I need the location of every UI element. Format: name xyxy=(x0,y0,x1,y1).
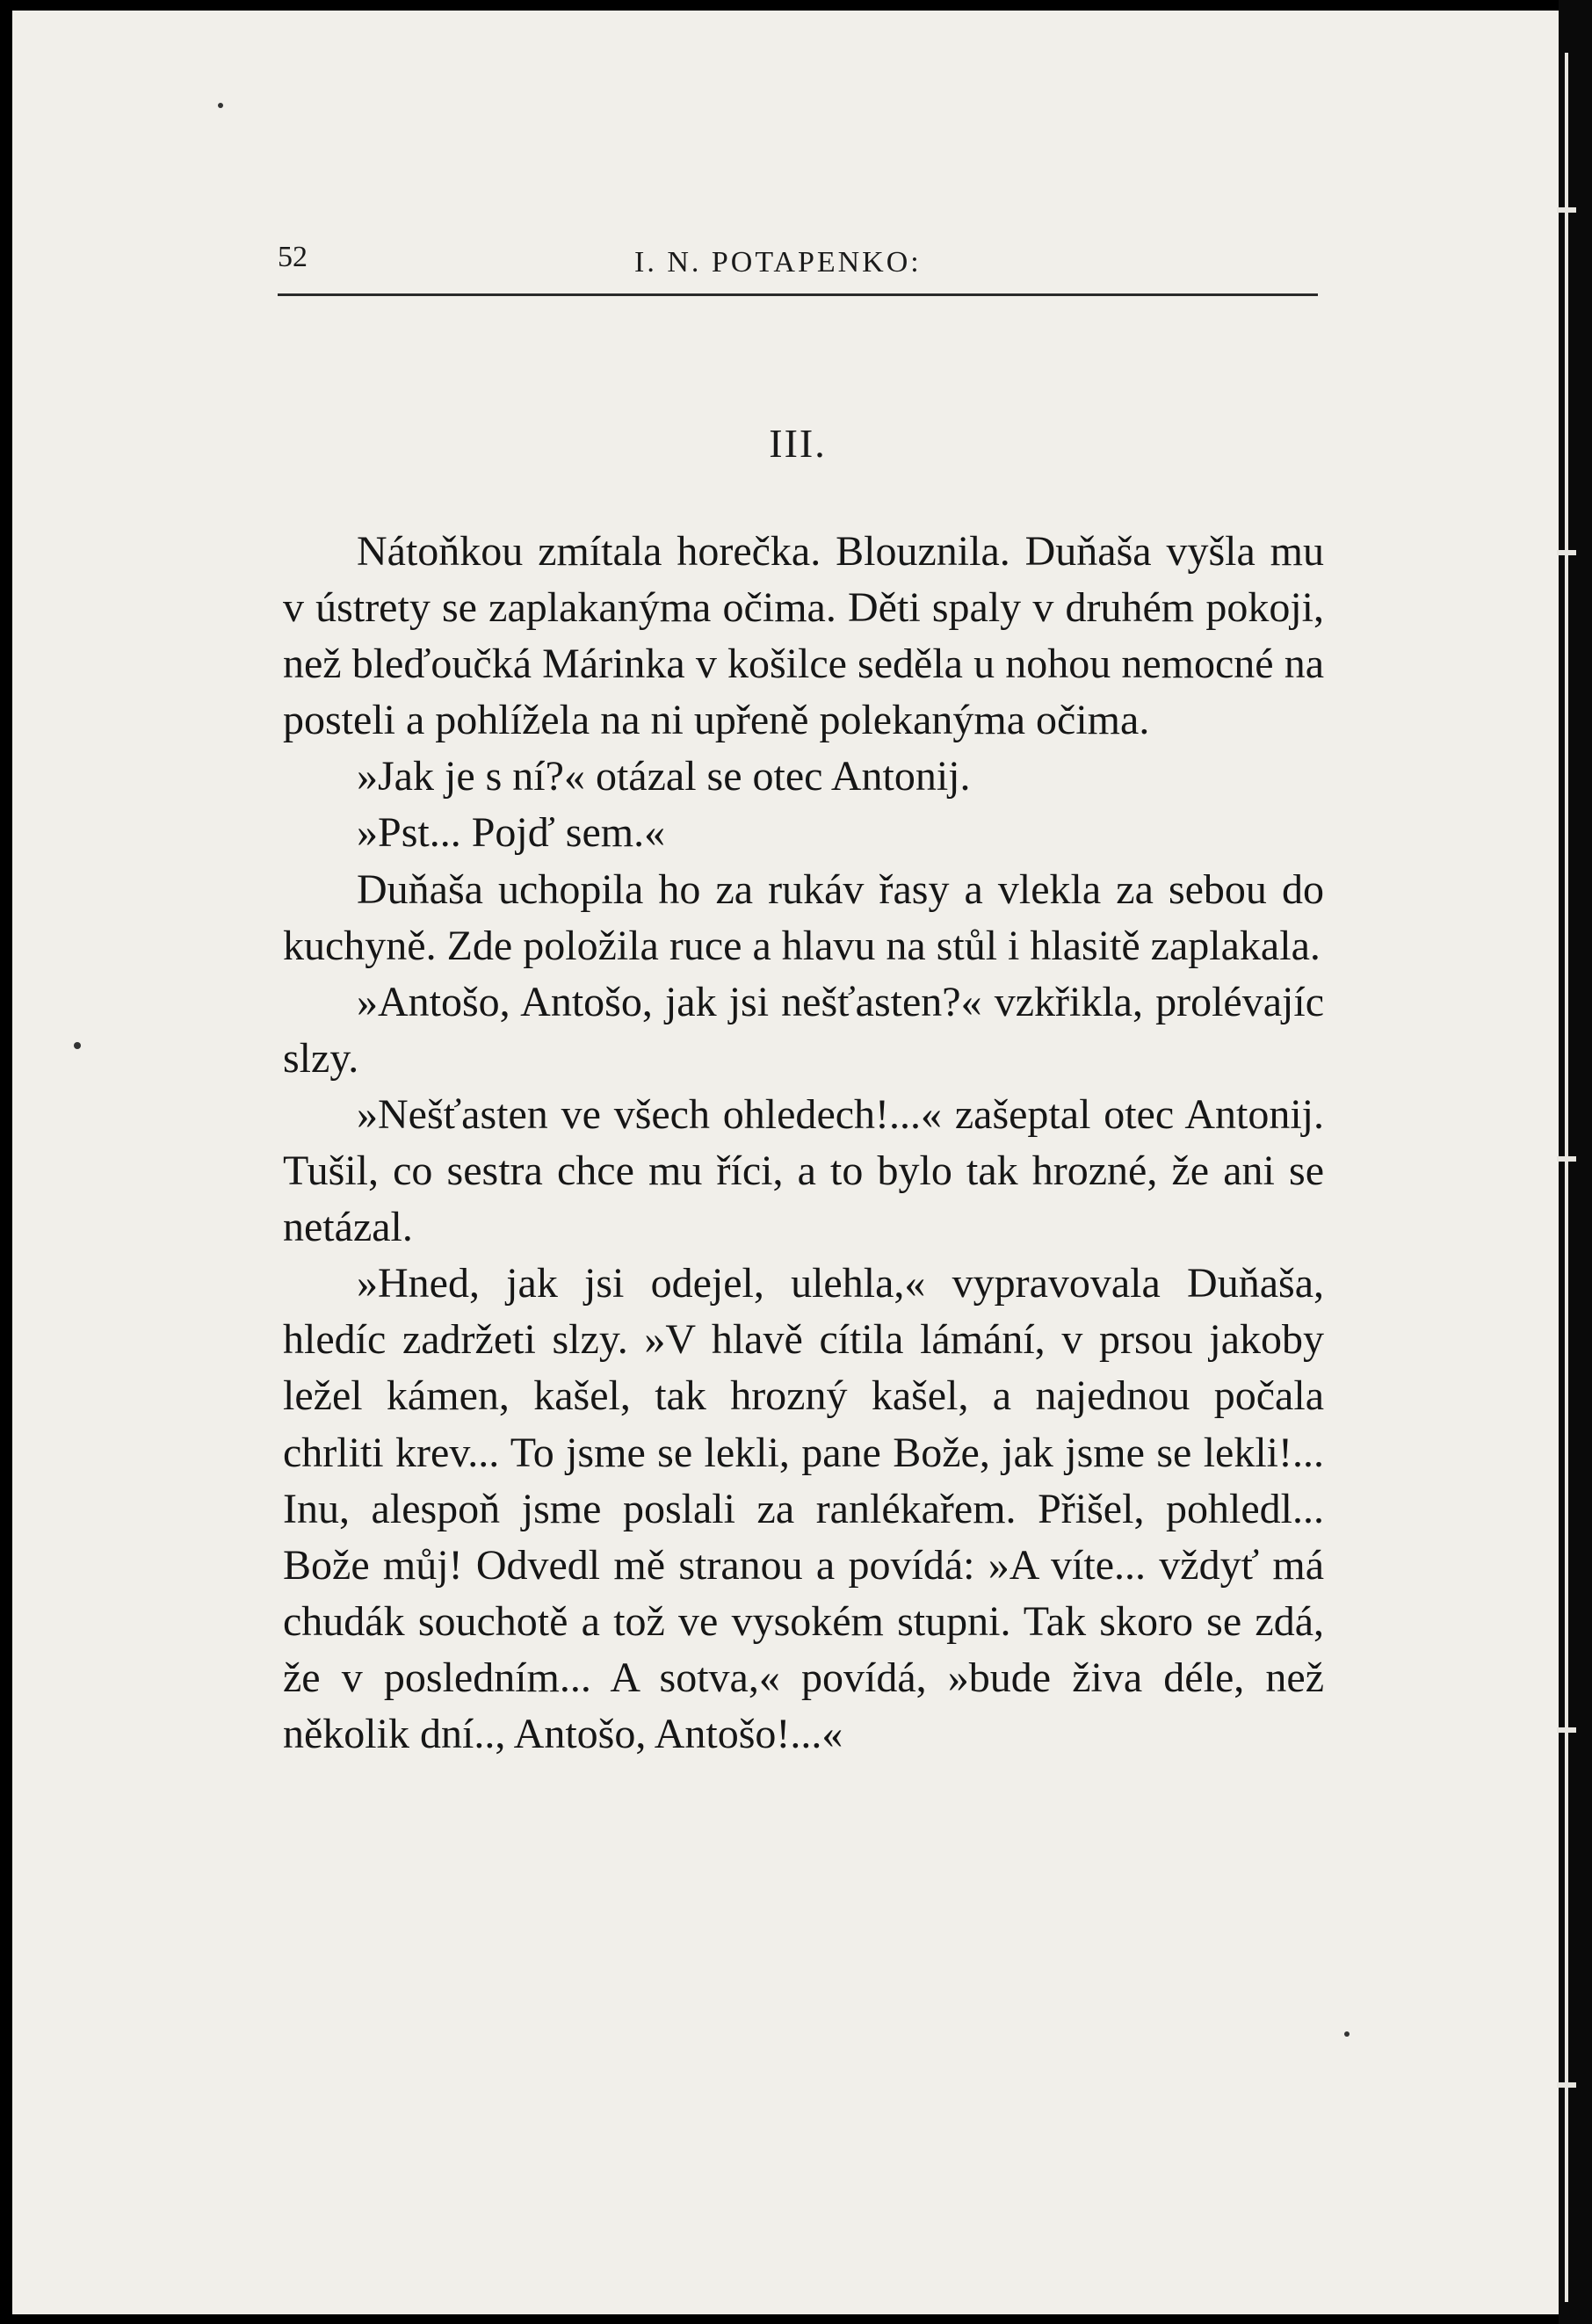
body-text xyxy=(283,524,1324,1763)
paragraph: »Pst... Pojď sem.« xyxy=(357,809,666,857)
paper-speck xyxy=(1344,2031,1350,2037)
running-head: I. N. POTAPENKO: xyxy=(634,246,922,279)
paper-speck xyxy=(218,103,223,108)
header-rule xyxy=(278,293,1318,296)
binding-mark xyxy=(1557,1156,1576,1162)
paper-speck xyxy=(74,1042,81,1049)
binding-edge xyxy=(1565,53,1568,2302)
page-edge-shadow xyxy=(1559,0,1592,2324)
paragraph: »Hned, jak jsi odejel, ulehla,« vypravovala Duňaša, hledíc zadržeti slzy. »V hlavě cítila lámání, v prsou jakoby ležel kámen, kašel, tak hrozný kašel, a najednou počala chrliti krev... To jsme se lekli, pane Bože, jak jsme se lekli!... Inu, alespoň jsme poslali za ranlékařem. Přišel, pohledl... Bože můj! Odvedl mě stranou a povídá: »A víte... vždyť má chudák souchotě a tož ve vysokém stupni. Tak skoro se zdá, že v posledním... A sotva,« povídá, »bude živa déle, než několik dní.., Antošo, Antošo!...« xyxy=(283,1260,1324,1757)
binding-mark xyxy=(1557,550,1576,555)
paragraph: »Nešťasten ve všech ohledech!...« zašeptal otec Antonij. Tušil, co sestra chce mu říci, a to bylo tak hrozné, že ani se netázal. xyxy=(283,1090,1324,1251)
paragraph: »Jak je s ní?« otázal se otec Antonij. xyxy=(357,753,971,800)
chapter-title: III. xyxy=(769,421,827,466)
paragraph: Nátoňkou zmítala horečka. Blouznila. Duňaša vyšla mu v ústrety se zaplakanýma očima. Děti spaly v druhém pokoji, než bleďoučká Márinka v košilce seděla u nohou nemocné na posteli a pohlížela na ni upřeně polekanýma očima. xyxy=(283,528,1324,744)
page-header xyxy=(265,235,1320,290)
page-number: 52 xyxy=(278,241,308,273)
paragraph: »Antošo, Antošo, jak jsi nešťasten?« vzkřikla, prolévajíc slzy. xyxy=(283,978,1324,1082)
binding-mark xyxy=(1557,207,1576,213)
binding-mark xyxy=(1557,2082,1576,2088)
binding-mark xyxy=(1557,1727,1576,1733)
paragraph: Duňaša uchopila ho za rukáv řasy a vlekla za sebou do kuchyně. Zde položila ruce a hlavu na stůl i hlasitě zaplakala. xyxy=(283,865,1324,969)
